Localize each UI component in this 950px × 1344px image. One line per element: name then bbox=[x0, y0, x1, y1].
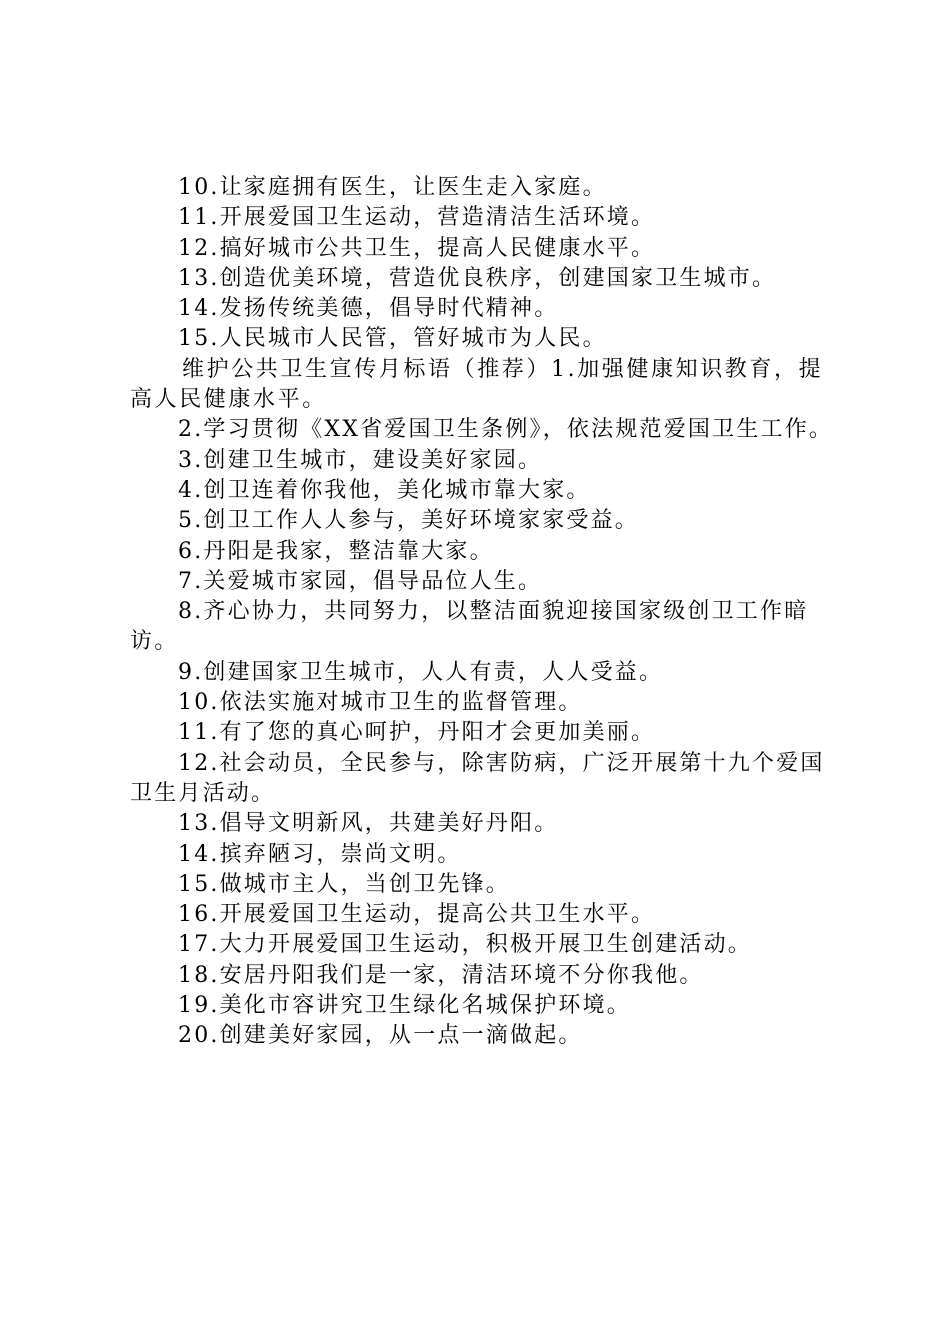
slogan-line: 11.有了您的真心呵护，丹阳才会更加美丽。 bbox=[178, 720, 656, 746]
slogan-line: 8.齐心协力，共同努力，以整洁面貌迎接国家级创卫工作暗访。 bbox=[130, 599, 809, 655]
slogan-line: 15.做城市主人，当创卫先锋。 bbox=[178, 871, 510, 897]
slogan-line: 6.丹阳是我家，整洁靠大家。 bbox=[178, 538, 494, 564]
slogan-line: 10.让家庭拥有医生，让医生走入家庭。 bbox=[178, 175, 607, 200]
slogan-line: 3.创建卫生城市，建设美好家园。 bbox=[178, 447, 543, 473]
slogan-line: 7.关爱城市家园，倡导品位人生。 bbox=[178, 568, 543, 594]
slogan-line: 4.创卫连着你我他，美化城市靠大家。 bbox=[178, 477, 591, 503]
slogan-line: 14.发扬传统美德，倡导时代精神。 bbox=[178, 296, 559, 322]
slogan-line: 12.社会动员，全民参与，除害防病，广泛开展第十九个爱国卫生月活动。 bbox=[130, 750, 825, 806]
slogan-line: 17.大力开展爱国卫生运动，积极开展卫生创建活动。 bbox=[178, 932, 752, 958]
slogan-line: 5.创卫工作人人参与，美好环境家家受益。 bbox=[178, 508, 639, 534]
slogan-line: 16.开展爱国卫生运动，提高公共卫生水平。 bbox=[178, 902, 656, 928]
slogan-line: 19.美化市容讲究卫生绿化名城保护环境。 bbox=[178, 993, 631, 1019]
document-body bbox=[130, 173, 835, 1052]
slogan-line: 13.创造优美环境，营造优良秩序，创建国家卫生城市。 bbox=[178, 265, 777, 291]
section-heading-line: 维护公共卫生宣传月标语（推荐）1.加强健康知识教育，提高人民健康水平。 bbox=[130, 356, 824, 413]
slogan-line: 11.开展爱国卫生运动，营造清洁生活环境。 bbox=[178, 205, 656, 231]
slogan-line: 18.安居丹阳我们是一家，清洁环境不分你我他。 bbox=[178, 962, 704, 988]
slogan-line: 9.创建国家卫生城市，人人有责，人人受益。 bbox=[178, 659, 664, 685]
slogan-line: 20.创建美好家园，从一点一滴做起。 bbox=[178, 1023, 583, 1049]
slogan-line: 15.人民城市人民管，管好城市为人民。 bbox=[178, 326, 607, 352]
slogan-line: 13.倡导文明新风，共建美好丹阳。 bbox=[178, 811, 559, 837]
slogan-line: 10.依法实施对城市卫生的监督管理。 bbox=[178, 690, 583, 716]
slogan-line: 2.学习贯彻《XX省爱国卫生条例》，依法规范爱国卫生工作。 bbox=[178, 417, 834, 443]
slogan-line: 12.搞好城市公共卫生，提高人民健康水平。 bbox=[178, 235, 656, 261]
slogan-line: 14.摈弃陋习，崇尚文明。 bbox=[178, 841, 462, 867]
